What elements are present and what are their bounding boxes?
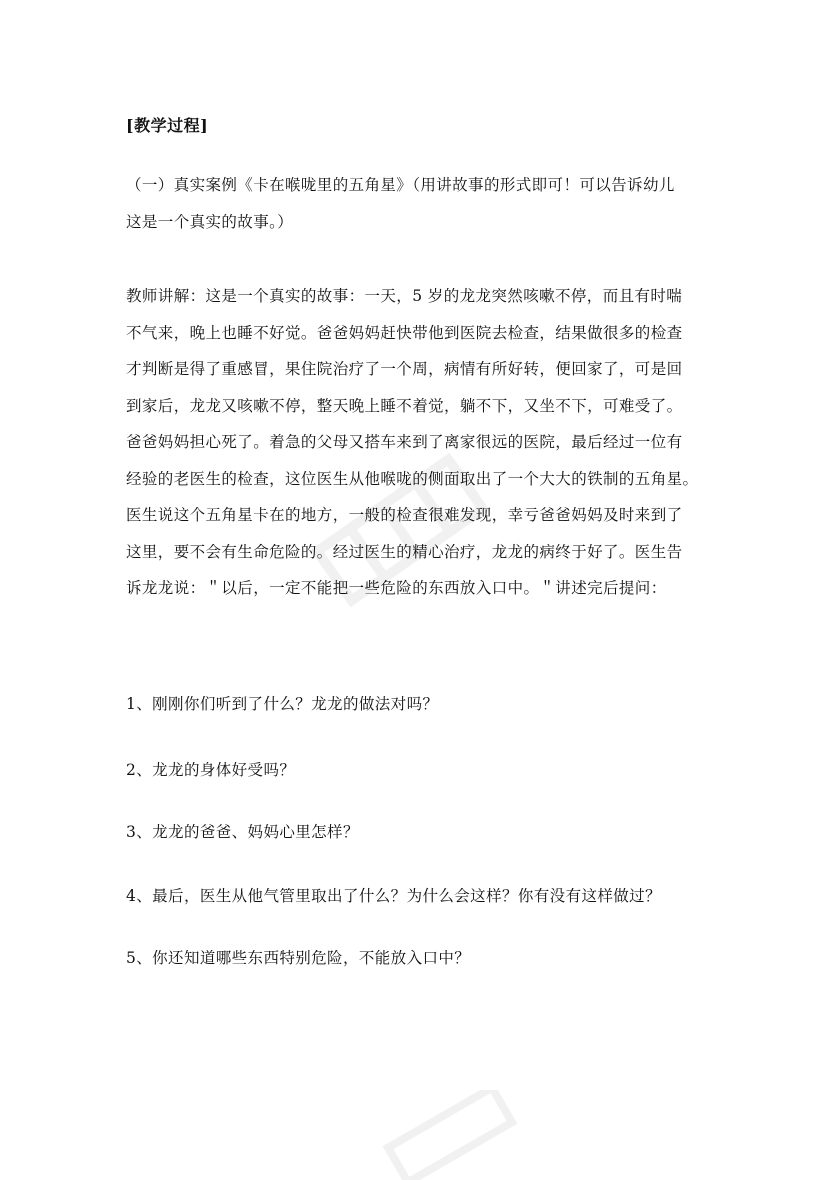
watermark-bottom-icon (380, 1090, 520, 1180)
paragraph-line: 诉龙龙说：＂以后，一定不能把一些危险的东西放入口中。＂讲述完后提问： (126, 579, 667, 597)
paragraph-line: 不气来，晚上也睡不好觉。爸爸妈妈赶快带他到医院去检查，结果做很多的检查 (126, 323, 683, 342)
paragraph-line: 这里，要不会有生命危险的。经过医生的精心治疗，龙龙的病终于好了。医生告 (126, 542, 683, 561)
paragraph-line: （一）真实案例《卡在喉咙里的五角星》（用讲故事的形式即可！可以告诉幼儿 (126, 176, 675, 194)
paragraph-line: 经验的老医生的检查，这位医生从他喉咙的侧面取出了一个大大的铁制的五角星。 (126, 469, 699, 488)
case-intro-paragraph (126, 167, 716, 240)
question-item: 4、最后，医生从他气管里取出了什么？为什么会这样？你有没有这样做过？ (126, 887, 661, 905)
paragraph-line: 医生说这个五角星卡在的地方，一般的检查很难发现，幸亏爸爸妈妈及时来到了 (126, 506, 683, 524)
paragraph-line: 教师讲解：这是一个真实的故事：一天，5 岁的龙龙突然咳嗽不停，而且有时喘 (126, 287, 683, 305)
question-item: 5、你还知道哪些东西特别危险，不能放入口中？ (126, 949, 471, 967)
question-item: 2、龙龙的身体好受吗？ (126, 761, 296, 779)
question-item: 1、刚刚你们听到了什么？龙龙的做法对吗？ (126, 695, 439, 713)
paragraph-line: 到家后，龙龙又咳嗽不停，整天晚上睡不着觉，躺不下，又坐不下，可难受了。 (126, 396, 683, 415)
paragraph-line: 这是一个真实的故事。） (126, 212, 294, 231)
paragraph-line: 爸爸妈妈担心死了。着急的父母又搭车来到了离家很远的医院，最后经过一位有 (126, 433, 683, 451)
story-paragraph (126, 278, 716, 607)
paragraph-line: 才判断是得了重感冒，果住院治疗了一个周，病情有所好转，便回家了，可是回 (126, 360, 683, 378)
section-heading: [教学过程] (126, 116, 209, 135)
question-item: 3、龙龙的爸爸、妈妈心里怎样？ (126, 823, 359, 841)
